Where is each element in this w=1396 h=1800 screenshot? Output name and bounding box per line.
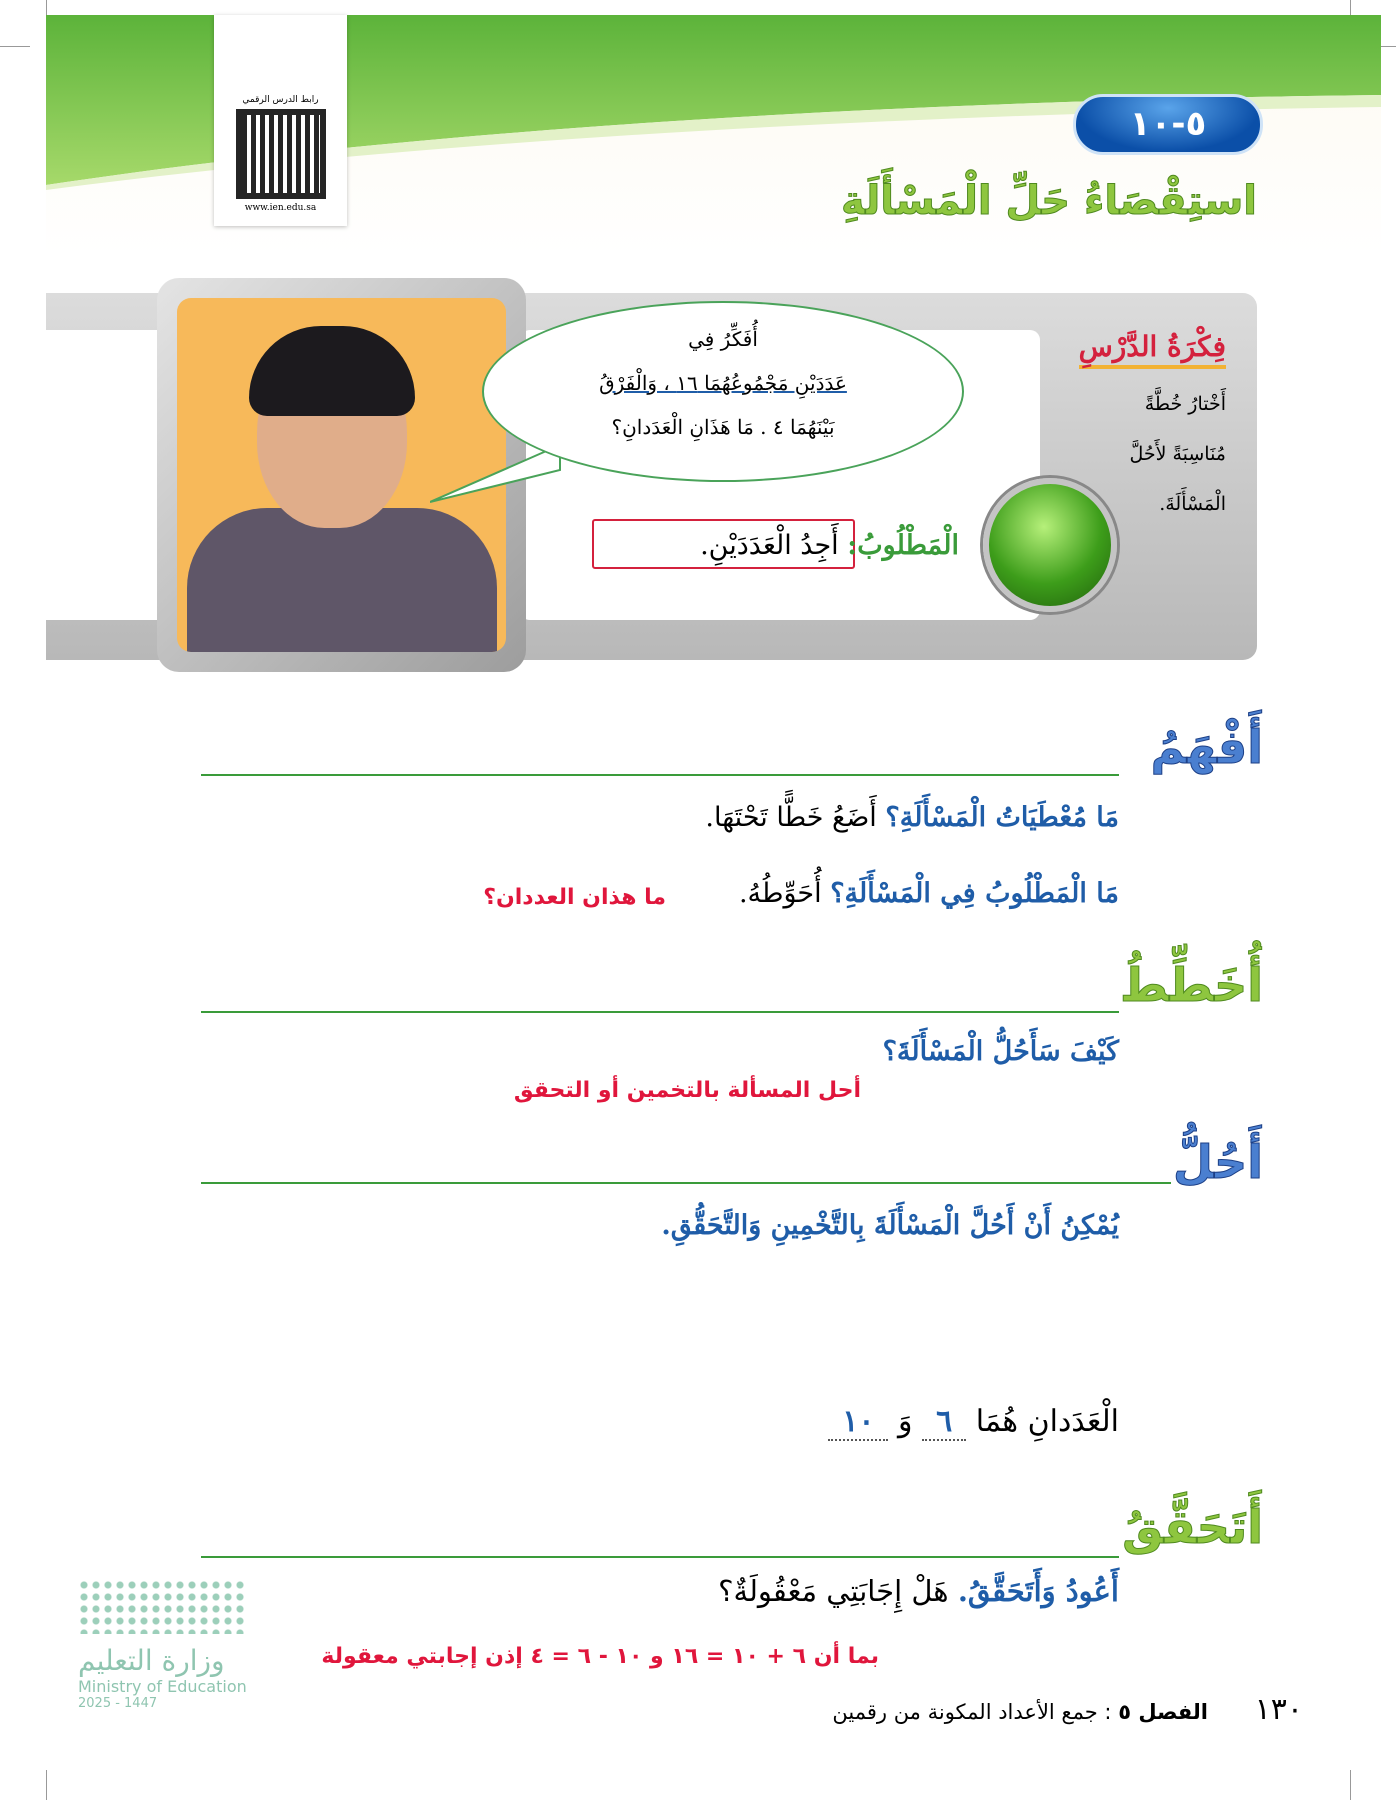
lesson-number-badge: ٥-١٠ xyxy=(1073,94,1263,155)
check-question: أَعُودُ وَأَتَحَقَّقُ. هَلْ إِجَابَتِي مَعْقُولَةٌ؟ xyxy=(718,1574,1119,1608)
lesson-idea-line: الْمَسْأَلَةَ. xyxy=(1159,493,1226,515)
speech-bubble xyxy=(482,301,964,482)
lesson-idea-title: فِكْرَةُ الدَّرْسِ xyxy=(1079,330,1226,369)
understand-question-1: مَا مُعْطَيَاتُ الْمَسْأَلَةِ؟ أَضَعُ خَطًّا تَحْتَهَا. xyxy=(705,802,1119,833)
required-statement xyxy=(700,530,959,561)
plan-question: كَيْفَ سَأَحُلُّ الْمَسْأَلَةَ؟ xyxy=(882,1036,1119,1067)
section-divider xyxy=(201,1011,1119,1013)
ministry-logo: وزارة التعليم Ministry of Education 2025 - 1447 xyxy=(78,1579,248,1711)
qr-card[interactable] xyxy=(214,15,347,226)
qr-code-icon[interactable] xyxy=(236,109,326,199)
section-title-solve: أَحُلُّ xyxy=(1173,1135,1263,1189)
required-text: أَجِدُ الْعَدَدَيْنِ. xyxy=(700,530,839,561)
handwritten-answer: أحل المسألة بالتخمين أو التحقق xyxy=(513,1078,861,1103)
lesson-idea xyxy=(1079,330,1226,529)
answer-blank-2[interactable]: ١٠ xyxy=(828,1404,888,1441)
section-title-understand: أَفْهَمُ xyxy=(1150,720,1263,774)
section-title-plan: أُخَطِّطُ xyxy=(1120,958,1263,1012)
crop-mark xyxy=(1350,1770,1351,1800)
handwritten-answer: بما أن ٦ + ١٠ = ١٦ و ١٠ - ٦ = ٤ إذن إجابتي معقولة xyxy=(321,1644,879,1669)
lesson-idea-line: أَخْتارُ خُطَّةً xyxy=(1144,393,1226,415)
solve-answer-line: الْعَدَدانِ هُمَا ٦ وَ ١٠ xyxy=(828,1404,1119,1441)
page-footer: ١٣٠ الفصل ٥ : جمع الأعداد المكونة من رقمين xyxy=(832,1692,1303,1727)
section-divider xyxy=(201,1182,1171,1184)
bubble-line: أُفَكِّرُ فِي xyxy=(688,327,758,351)
crop-mark xyxy=(0,46,30,47)
logo-dots-icon xyxy=(78,1579,248,1634)
banner-panel xyxy=(46,330,166,620)
crop-mark xyxy=(46,1770,47,1800)
chapter-label: الفصل ٥ xyxy=(1118,1700,1208,1724)
chapter-title: جمع الأعداد المكونة من رقمين xyxy=(832,1700,1098,1724)
handwritten-answer: ما هذان العددان؟ xyxy=(483,885,666,910)
bubble-line: بَيْنَهُمَا ٤ . مَا هَذَانِ الْعَدَدانِ؟ xyxy=(611,415,835,439)
qr-caption: رابط الدرس الرقمي xyxy=(242,95,319,105)
section-divider xyxy=(201,1556,1119,1558)
solve-text: يُمْكِنُ أَنْ أَحُلَّ الْمَسْأَلَةَ بِالتَّخْمِينِ وَالتَّحَقُّقِ. xyxy=(661,1210,1119,1241)
answer-blank-1[interactable]: ٦ xyxy=(922,1404,966,1441)
page-number: ١٣٠ xyxy=(1254,1692,1303,1727)
lesson-title: استِقْصَاءُ حَلِّ الْمَسْأَلَةِ xyxy=(841,178,1257,224)
bubble-line: عَدَدَيْنِ مَجْمُوعُهُمَا ١٦ ، وَالْفَرْقُ xyxy=(599,371,847,395)
section-divider xyxy=(201,774,1119,776)
section-title-check: أَتَحَقَّقُ xyxy=(1122,1500,1263,1554)
understand-question-2: مَا الْمَطْلُوبُ فِي الْمَسْأَلَةِ؟ أُحَوِّطُهُ. xyxy=(738,878,1119,909)
qr-url[interactable]: www.ien.edu.sa xyxy=(244,203,317,213)
lesson-idea-line: مُنَاسِبَةً لأَحُلَّ xyxy=(1129,443,1226,465)
required-label: الْمَطْلُوبُ: xyxy=(847,530,959,561)
